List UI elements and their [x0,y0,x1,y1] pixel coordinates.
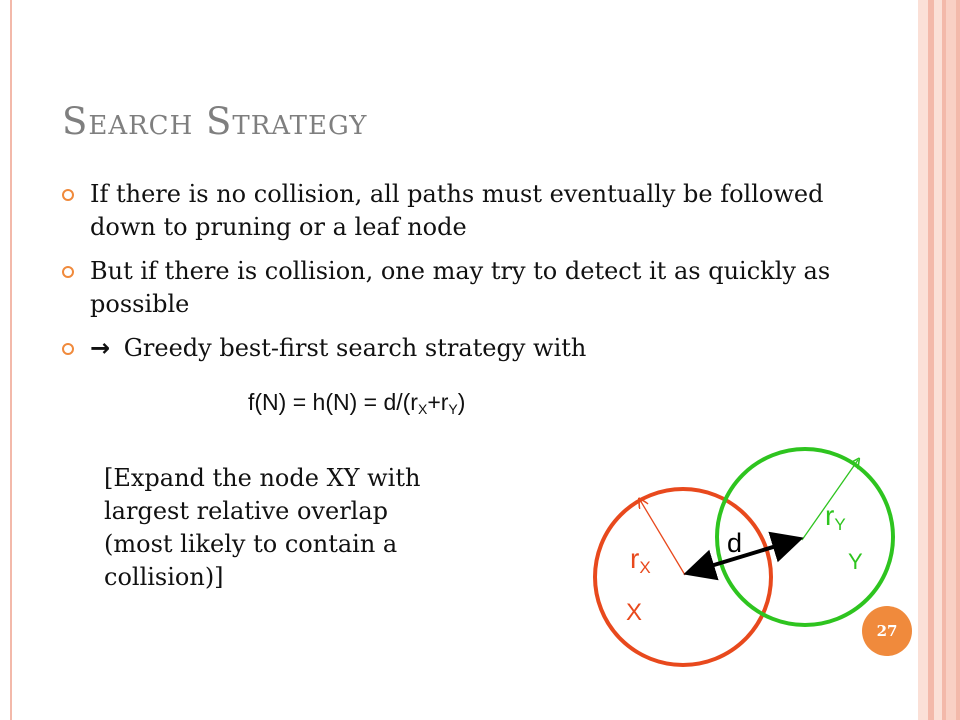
page-number-badge [862,606,912,656]
bullet-item [62,178,882,244]
heuristic-formula: $f(N) = h(N) = d/(r_X+r_Y)$ [248,389,466,417]
expand-note: [Expand the node XY with largest relative overlap (most likely to contain a collision)] [104,464,421,591]
slide-title: Search Strategy [62,100,368,143]
circle-x [595,489,771,665]
circle-y [717,449,893,625]
circle-y-label: Y [848,549,863,574]
overlap-diagram [590,440,910,705]
page-number: 27 [876,622,898,640]
distance-arrow [691,540,796,572]
circle-x-label: X [626,599,643,626]
bullet-ring-icon [62,266,74,278]
bullet-item [62,255,882,321]
radius-x-label: rX [630,543,651,577]
distance-label: d [727,528,743,558]
bullet-ring-icon [62,189,74,201]
bullet-text: Greedy best-first search strategy with [123,334,587,362]
bullet-ring-icon [62,343,74,355]
radius-y-label: rY [825,500,846,534]
bullet-text: But if there is collision, one may try to detect it as quickly as possible [90,257,831,318]
left-border-rule [10,0,12,720]
bullet-list [62,178,882,376]
right-decorative-stripes [918,0,960,720]
bullet-item [62,332,882,365]
bullet-text: If there is no collision, all paths must eventually be followed down to pruning or a leaf node [90,180,824,241]
right-arrow-icon: → [90,334,111,362]
